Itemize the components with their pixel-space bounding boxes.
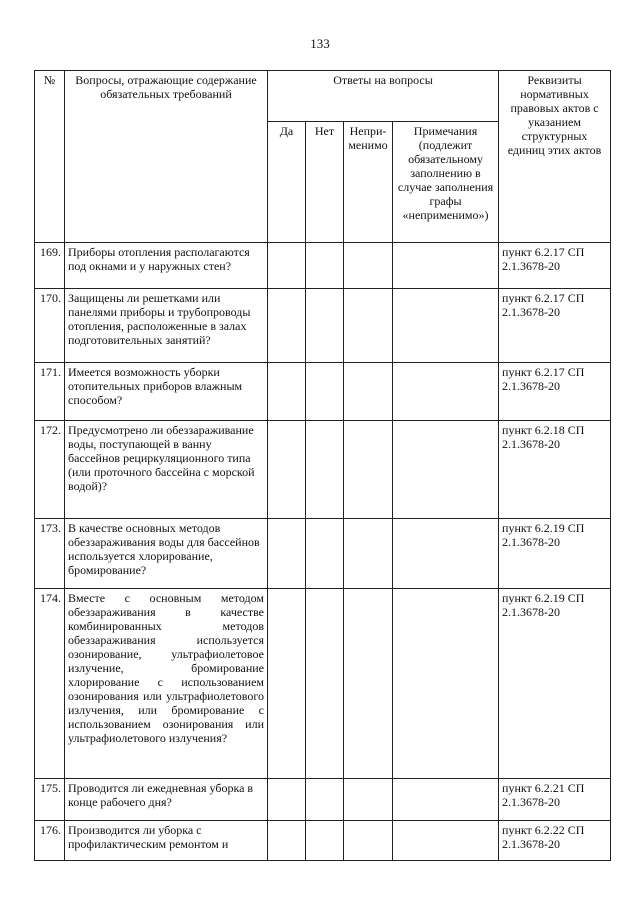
answer-yes-cell[interactable] [268,289,306,363]
answer-na-cell[interactable] [344,821,393,861]
answer-na-cell[interactable] [344,289,393,363]
answer-na-cell[interactable] [344,779,393,821]
answer-no-cell[interactable] [306,243,344,289]
checklist-table [34,70,611,861]
answer-no-cell[interactable] [306,363,344,421]
answer-notes-cell[interactable] [393,363,499,421]
answer-no-cell[interactable] [306,589,344,779]
col-header-yes: Да [268,122,306,243]
row-requisite: пункт 6.2.22 СП 2.1.3678-20 [499,821,611,861]
answer-yes-cell[interactable] [268,779,306,821]
answer-yes-cell[interactable] [268,589,306,779]
answer-yes-cell[interactable] [268,363,306,421]
answer-yes-cell[interactable] [268,243,306,289]
row-requisite: пункт 6.2.17 СП 2.1.3678-20 [499,243,611,289]
col-header-na: Непри- менимо [344,122,393,243]
row-question: Приборы отопления располагаются под окнами и у наружных стен? [65,243,268,289]
col-header-num: № [35,71,65,243]
row-question: Вместе с основным методом обеззараживания в качестве комбинированных методов обеззараживания используется озонирование, ультрафиолетовое излучение, бромирование хлорирование с использованием озонирования или ультрафиолетового излучения, или бромирование с использованием озонирования или ультрафиолетового излучения? [65,589,268,779]
row-number: 172. [35,421,65,519]
row-number: 175. [35,779,65,821]
table-row [35,589,611,779]
answer-na-cell[interactable] [344,243,393,289]
table-row [35,289,611,363]
answer-yes-cell[interactable] [268,519,306,589]
answer-no-cell[interactable] [306,779,344,821]
answer-na-cell[interactable] [344,363,393,421]
table-row [35,363,611,421]
header-row-top [35,71,611,122]
col-header-answers: Ответы на вопросы [268,71,499,122]
answer-no-cell[interactable] [306,519,344,589]
row-number: 170. [35,289,65,363]
answer-no-cell[interactable] [306,821,344,861]
answer-no-cell[interactable] [306,289,344,363]
col-header-question: Вопросы, отражающие содержание обязательных требований [65,71,268,243]
row-requisite: пункт 6.2.18 СП 2.1.3678-20 [499,421,611,519]
answer-yes-cell[interactable] [268,821,306,861]
row-requisite: пункт 6.2.17 СП 2.1.3678-20 [499,289,611,363]
answer-na-cell[interactable] [344,519,393,589]
row-requisite: пункт 6.2.21 СП 2.1.3678-20 [499,779,611,821]
row-requisite: пункт 6.2.19 СП 2.1.3678-20 [499,519,611,589]
answer-na-cell[interactable] [344,421,393,519]
col-header-no: Нет [306,122,344,243]
row-question: Защищены ли решетками или панелями приборы и трубопроводы отопления, расположенные в залах подготовительных занятий? [65,289,268,363]
col-header-notes: Примечания (подлежит обязательному заполнению в случае заполнения графы «неприменимо») [393,122,499,243]
table-row [35,821,611,861]
answer-notes-cell[interactable] [393,589,499,779]
row-number: 176. [35,821,65,861]
row-number: 173. [35,519,65,589]
answer-notes-cell[interactable] [393,243,499,289]
row-question: Имеется возможность уборки отопительных приборов влажным способом? [65,363,268,421]
answer-yes-cell[interactable] [268,421,306,519]
page-number: 133 [310,36,330,51]
row-requisite: пункт 6.2.19 СП 2.1.3678-20 [499,589,611,779]
row-question: Проводится ли ежедневная уборка в конце рабочего дня? [65,779,268,821]
answer-notes-cell[interactable] [393,779,499,821]
col-header-requisites: Реквизиты нормативных правовых актов с указанием структурных единиц этих актов [499,71,611,243]
answer-notes-cell[interactable] [393,821,499,861]
row-number: 169. [35,243,65,289]
answer-notes-cell[interactable] [393,289,499,363]
answer-na-cell[interactable] [344,589,393,779]
row-number: 174. [35,589,65,779]
table-row [35,421,611,519]
table-row [35,243,611,289]
row-question: В качестве основных методов обеззараживания воды для бассейнов используется хлорирование, бромирование? [65,519,268,589]
table-row [35,779,611,821]
row-question: Предусмотрено ли обеззараживание воды, поступающей в ванну бассейнов рециркуляционного типа (или проточного бассейна с морской водой)? [65,421,268,519]
row-question: Производится ли уборка с профилактическим ремонтом и [65,821,268,861]
table-row [35,519,611,589]
row-number: 171. [35,363,65,421]
answer-notes-cell[interactable] [393,421,499,519]
answer-no-cell[interactable] [306,421,344,519]
answer-notes-cell[interactable] [393,519,499,589]
row-requisite: пункт 6.2.17 СП 2.1.3678-20 [499,363,611,421]
